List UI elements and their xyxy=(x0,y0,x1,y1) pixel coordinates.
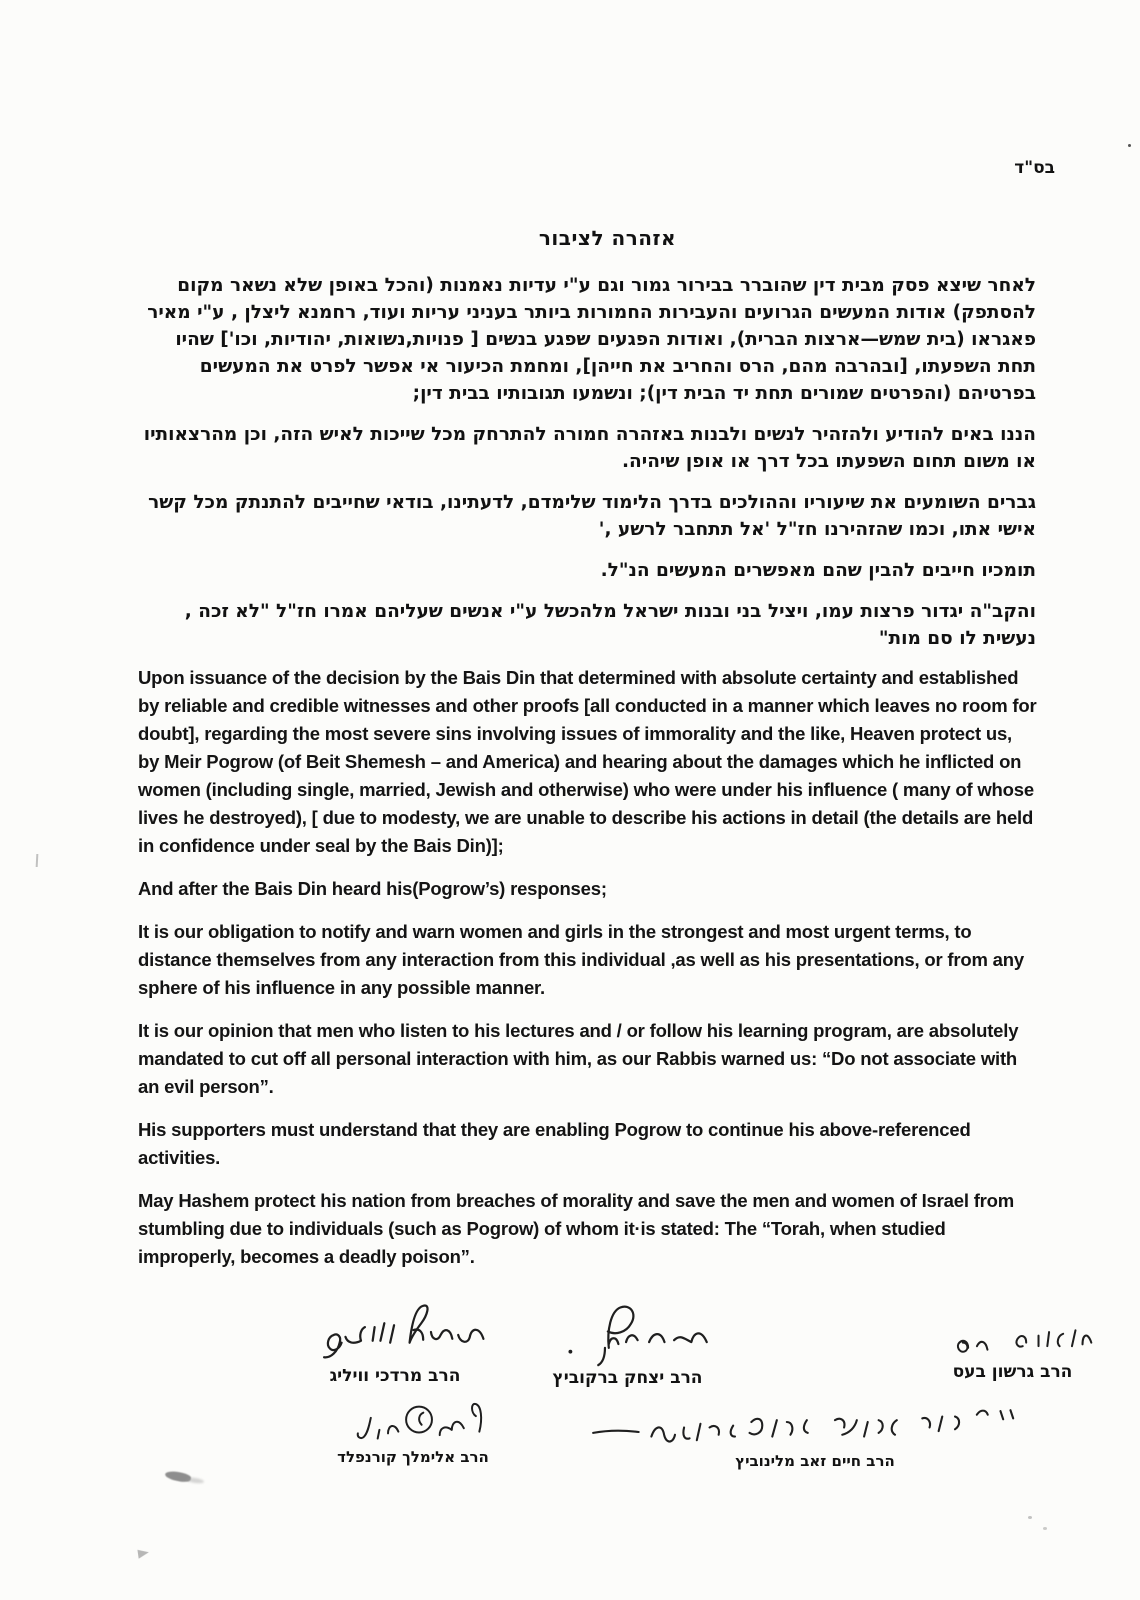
kornfeld-signature-handwriting xyxy=(329,1392,497,1448)
english-paragraph: And after the Bais Din heard his(Pogrow’s) responses; xyxy=(138,878,607,899)
signature-block-willig xyxy=(295,1298,495,1386)
bess-signature-handwriting xyxy=(918,1318,1108,1362)
hebrew-paragraph: גברים השומעים את שיעוריו וההולכים בדרך הלימוד שלימדם, לדעתינו, בודאי שחייבים להתנתק מכל קשר אישי אתו, וכמו שהזהירנו חז"ל 'אל תתחבר לרשע ,' xyxy=(148,492,1036,540)
english-paragraph: May Hashem protect his nation from breaches of morality and save the men and women of Israel from stumbling due to individuals (such as Pogrow) of whom it·is stated: The “Torah, when studied improperly, becomes a deadly poison”. xyxy=(138,1190,1015,1267)
signature-block-bess xyxy=(915,1318,1110,1382)
signature-block-kornfeld xyxy=(328,1392,498,1466)
english-paragraph: His supporters must understand that they are enabling Pogrow to continue his above-referenced activities. xyxy=(138,1119,971,1168)
scan-speck xyxy=(1028,1516,1032,1519)
english-paragraph: It is our opinion that men who listen to his lectures and / or follow his learning program, are absolutely mandated to cut off all personal interaction with him, as our Rabbis warned us: “Do not associate with an evil person”. xyxy=(138,1020,1019,1097)
signature-printed-name: הרב חיים זאב מלינוביץ xyxy=(735,1452,895,1470)
malinowitz-signature-handwriting xyxy=(565,1402,1065,1452)
scan-pen-tick xyxy=(36,854,39,867)
berkovits-signature-handwriting xyxy=(538,1296,718,1368)
bsd-heading: בס"ד xyxy=(1014,158,1055,178)
signature-printed-name: הרב אלימלך קורנפלד xyxy=(337,1448,489,1466)
hebrew-paragraph: לאחר שיצא פסק מבית דין שהוברר בבירור גמור וגם ע"י עדיות נאמנות (והכל באופן שלא נשאר מקום להסתפק) אודות המעשים הגרועים והעבירות החמורות ביותר בעניני עריות ועוד, רחמנא ליצלן , ע"י מאיר פאגראו (בית שמש—ארצות הברית), ואודות הפגעים שפגע בנשים [ פנויות,נשואות, יהודיות, וכו'] שהיו תחת השפעתו, [ובהרבה מהם, הרס והחריב את חייהן], ומחמת הכיעור אי אפשר לפרט את המעשים בפרטיהם (והפרטים שמורים תחת יד הבית דין); ונשמעו תגובותיו בבית דין; xyxy=(147,275,1036,404)
signature-block-berkovits xyxy=(535,1296,720,1388)
scan-smudge xyxy=(164,1469,191,1483)
signature-printed-name: הרב מרדכי וויליג xyxy=(329,1366,461,1386)
scan-speck xyxy=(1043,1527,1047,1530)
english-text-section xyxy=(138,664,1038,1286)
willig-signature-handwriting xyxy=(298,1298,493,1366)
scan-corner-mark xyxy=(137,1548,149,1558)
signature-printed-name: הרב יצחק ברקוביץ xyxy=(552,1368,703,1388)
scan-smudge-tail xyxy=(186,1477,205,1484)
hebrew-paragraph: והקב"ה יגדור פרצות עמו, ויציל בני ובנות ישראל מלהכשל ע"י אנשים שעליהם אמרו חז"ל "לא זכה , נעשית לו סם מות" xyxy=(184,601,1036,649)
hebrew-paragraph: תומכיו חייבים להבין שהם מאפשרים המעשים הנ"ל. xyxy=(600,560,1036,581)
english-paragraph: Upon issuance of the decision by the Bais Din that determined with absolute certainty and established by reliable and credible witnesses and other proofs [all conducted in a manner which leaves no room for doubt], regarding the most severe sins involving issues of immorality and the like, Heaven protect us, by Meir Pogrow (of Beit Shemesh – and America) and hearing about the damages which he inflicted on women (including single, married, Jewish and otherwise) who were under his influence ( many of whose lives he destroyed), [ due to modesty, we are unable to describe his actions in detail (the details are held in confidence under seal by the Bais Din)]; xyxy=(138,667,1037,856)
hebrew-paragraph: הננו באים להודיע ולהזהיר לנשים ולבנות באזהרה חמורה להתרחק מכל שייכות לאיש הזה, וכן מהרצאותיו או משום תחום השפעתו בכל דרך או אופן שיהיה. xyxy=(143,424,1036,472)
hebrew-text-section xyxy=(138,272,1036,666)
english-paragraph: It is our obligation to notify and warn women and girls in the strongest and most urgent terms, to distance themselves from any interaction from this individual ,as well as his presentations, or from any sphere of his influence in any possible manner. xyxy=(138,921,1024,998)
scan-speck xyxy=(1128,144,1131,147)
signature-block-malinowitz xyxy=(560,1402,1070,1470)
page-title: אזהרה לציבור xyxy=(538,226,677,250)
signature-printed-name: הרב גרשון בעס xyxy=(952,1362,1073,1382)
